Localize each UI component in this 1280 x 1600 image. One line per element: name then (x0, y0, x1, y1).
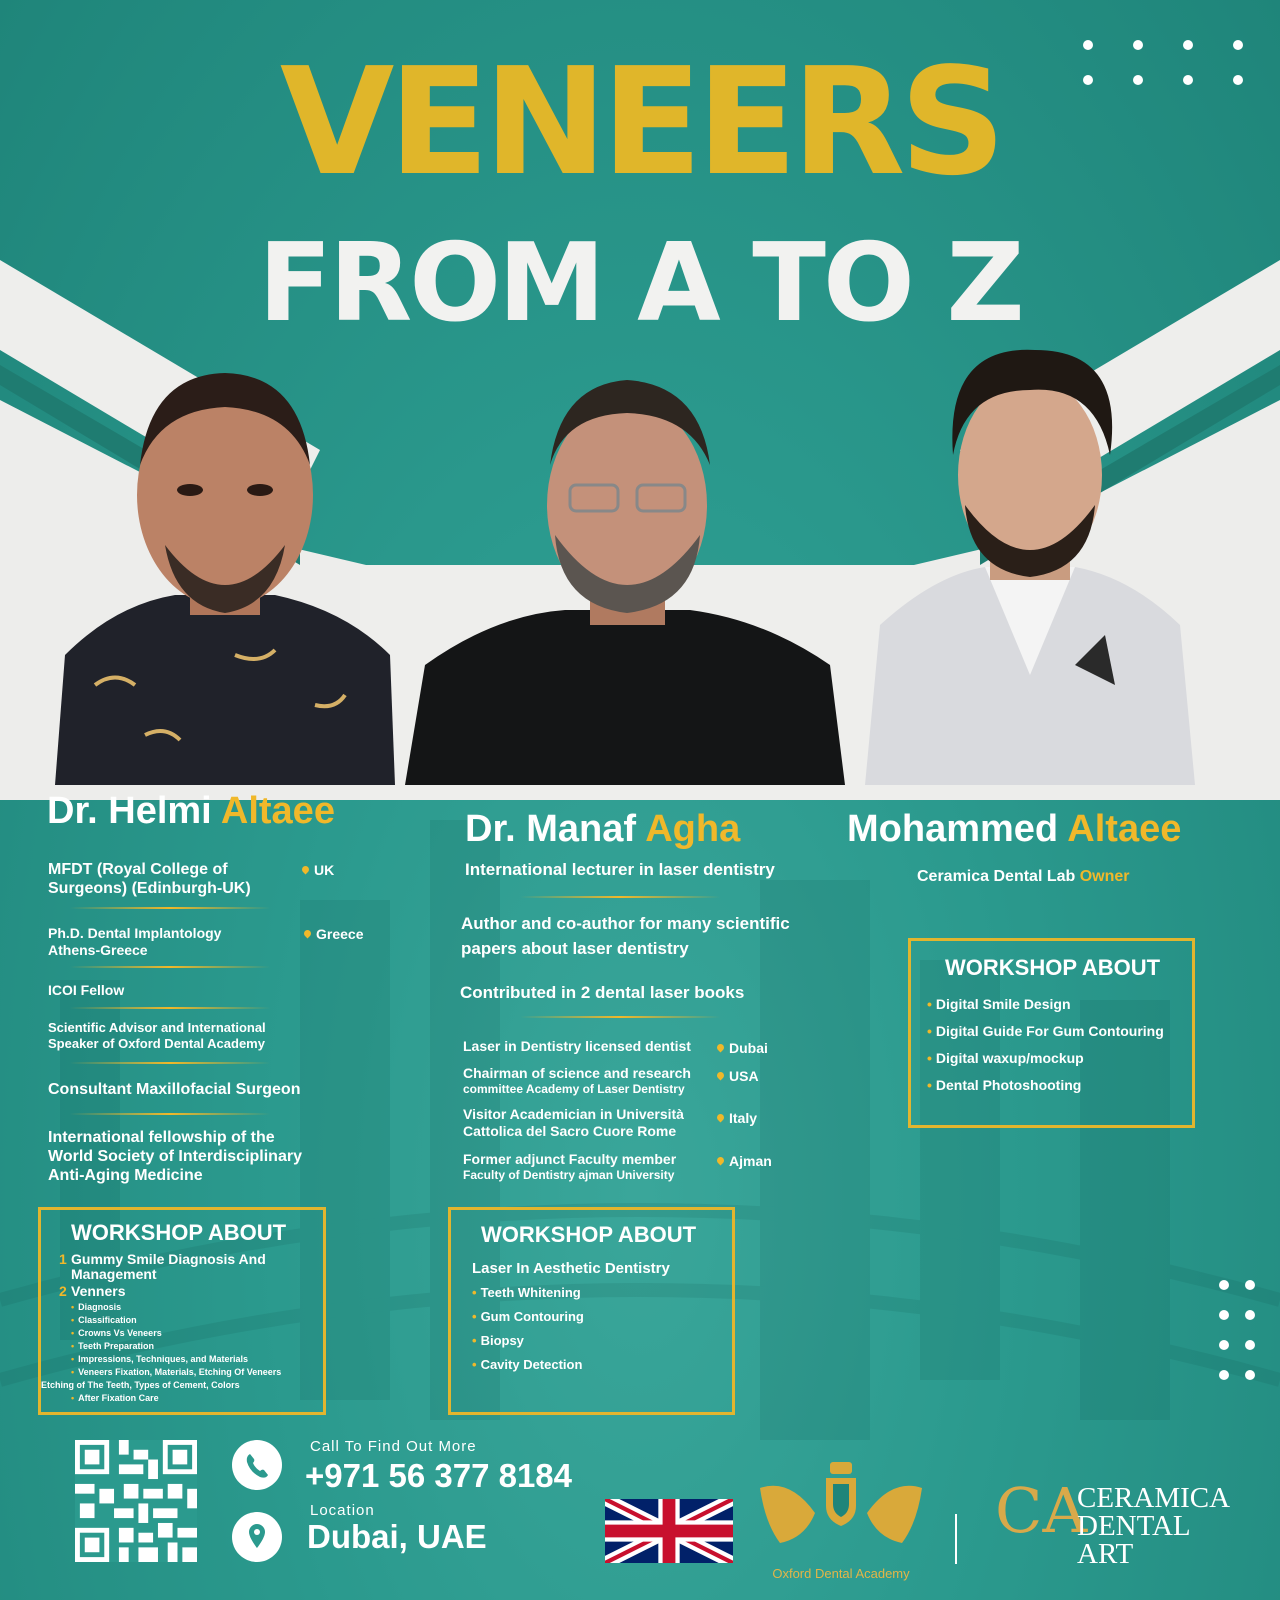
workshop-items (927, 991, 1184, 1099)
workshop-item: • Dental Photoshooting (927, 1077, 1082, 1093)
location-uk: UK (302, 862, 334, 878)
workshop-item: • Gum Contouring (472, 1309, 584, 1324)
workshop-item: • Cavity Detection (472, 1357, 583, 1372)
workshop-subtitle: Laser In Aesthetic Dentistry (472, 1260, 670, 1277)
manaf-tagline: International lecturer in laser dentistry (465, 860, 775, 879)
ceramica-brand: CERAMICA DENTAL ART (1077, 1482, 1231, 1570)
workshop-item: • Biopsy (472, 1333, 524, 1348)
academy-name: Oxford Dental Academy (772, 1566, 910, 1581)
location-pin-icon (232, 1512, 282, 1562)
workshop-subitem: • Veneers Fixation, Materials, Etching Of Veneers (71, 1367, 282, 1378)
workshop-subitem: • After Fixation Care (71, 1393, 159, 1404)
workshop-item: • Teeth Whitening (472, 1285, 581, 1300)
manaf-role: Visitor Academician in Università Cattolica del Sacro Cuore Rome (463, 1106, 684, 1139)
divider (520, 1016, 720, 1018)
headline-veneers: VENEERS (279, 36, 1001, 208)
divider (70, 1007, 270, 1009)
speaker-name-manaf: Dr. Manaf Agha (465, 808, 741, 850)
workshop-box-mohammed (908, 938, 1195, 1128)
location-ajman: Ajman (717, 1153, 772, 1169)
speaker-photo-helmi (55, 355, 395, 785)
divider (70, 966, 270, 968)
speaker-name-helmi: Dr. Helmi Altaee (47, 790, 335, 832)
mohammed-tagline: Ceramica Dental Lab Owner (917, 868, 1130, 885)
credential-mfdt: MFDT (Royal College of Surgeons) (Edinburgh-UK) (48, 861, 251, 898)
divider (70, 1113, 270, 1115)
workshop-subitem: • Impressions, Techniques, and Materials (71, 1354, 249, 1365)
uk-flag-icon (605, 1498, 733, 1564)
workshop-heading: WORKSHOP ABOUT (945, 955, 1161, 980)
credential-consultant: Consultant Maxillofacial Surgeon (48, 1081, 301, 1098)
divider (520, 896, 720, 898)
manaf-role: Laser in Dentistry licensed dentist (463, 1038, 691, 1054)
phone-icon[interactable] (232, 1440, 282, 1490)
crest-icon (750, 1458, 932, 1568)
qr-code-icon[interactable] (75, 1440, 197, 1562)
workshop-box-manaf (448, 1207, 735, 1415)
headline-from-a-to-z: FROM A TO Z (258, 221, 1022, 346)
ceramica-monogram: CA (995, 1474, 1088, 1547)
credential-scientific-advisor: Scientific Advisor and International Speaker of Oxford Dental Academy (48, 1020, 266, 1051)
manaf-role: Former adjunct Faculty member Faculty of Dentistry ajman University (463, 1151, 677, 1182)
workshop-heading: WORKSHOP ABOUT (71, 1220, 287, 1245)
workshop-subitem: Etching of The Teeth, Types of Cement, Colors (41, 1380, 240, 1391)
workshop-subitem: • Teeth Preparation (71, 1341, 155, 1352)
manaf-fact-books: Contributed in 2 dental laser books (460, 983, 745, 1002)
workshop-subitem: • Classification (71, 1315, 137, 1326)
dot-grid-bottom (1219, 1280, 1255, 1380)
workshop-items (472, 1281, 724, 1377)
footer-separator (955, 1514, 957, 1564)
workshop-item: • Digital waxup/mockup (927, 1050, 1084, 1066)
credential-icoi: ICOI Fellow (48, 982, 125, 998)
location-value: Dubai, UAE (307, 1518, 487, 1555)
workshop-subitems (41, 1301, 315, 1405)
credential-phd: Ph.D. Dental Implantology Athens-Greece (48, 925, 222, 958)
divider (70, 1062, 270, 1064)
location-italy: Italy (717, 1110, 757, 1126)
phone-number[interactable]: +971 56 377 8184 (305, 1457, 573, 1494)
workshop-item: • Digital Guide For Gum Contouring (927, 1023, 1164, 1039)
workshop-heading: WORKSHOP ABOUT (481, 1222, 697, 1247)
workshop-subitem: • Crowns Vs Veneers (71, 1328, 162, 1339)
workshop-item: 2 Venners (59, 1283, 126, 1300)
speaker-photo-manaf (405, 365, 845, 785)
workshop-box-helmi (38, 1207, 326, 1415)
workshop-item: 1 Gummy Smile Diagnosis And Management (59, 1251, 266, 1282)
location-greece: Greece (304, 926, 363, 942)
workshop-subitem: • Diagnosis (71, 1302, 122, 1313)
speaker-photo-mohammed (865, 345, 1195, 785)
manaf-role: Chairman of science and research committee Academy of Laser Dentistry (463, 1065, 691, 1096)
workshop-item: • Digital Smile Design (927, 996, 1071, 1012)
speaker-name-mohammed: Mohammed Altaee (847, 808, 1182, 850)
credential-fellowship: International fellowship of the World Society of Interdisciplinary Anti-Aging Medicine (48, 1129, 302, 1185)
location-usa: USA (717, 1068, 759, 1084)
divider (70, 907, 270, 909)
location-label: Location (310, 1502, 375, 1519)
call-label: Call To Find Out More (310, 1438, 477, 1455)
location-dubai: Dubai (717, 1040, 768, 1056)
manaf-fact-papers: Author and co-author for many scientific papers about laser dentistry (461, 914, 790, 958)
